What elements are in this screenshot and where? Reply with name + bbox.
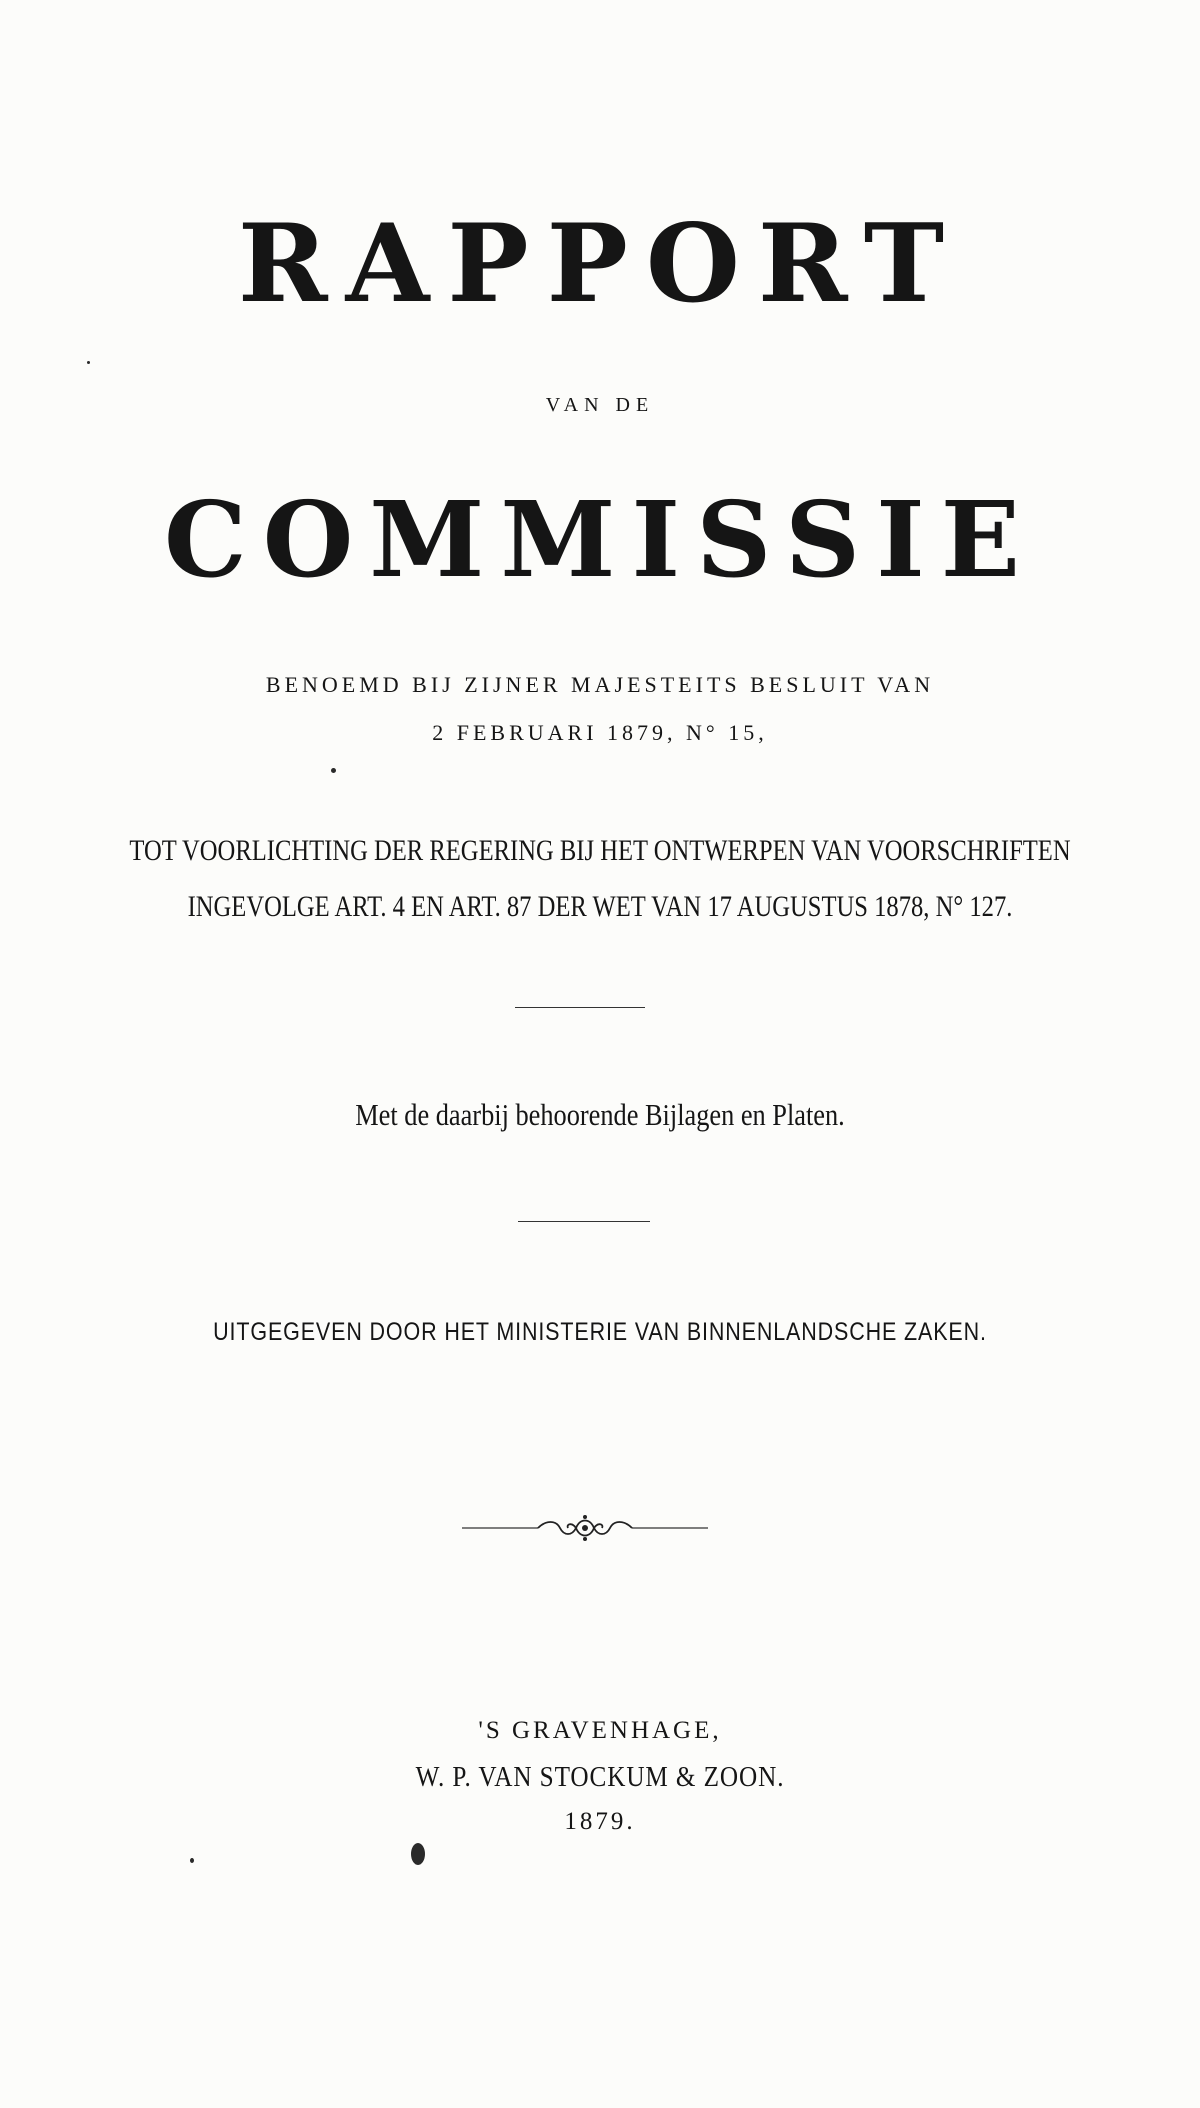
publisher-ministry-line: UITGEGEVEN DOOR HET MINISTERIE VAN BINNENLANDSCHE ZAKEN. xyxy=(213,1318,987,1346)
year-line: 1879. xyxy=(564,1808,636,1835)
purpose-line-2: INGEVOLGE ART. 4 EN ART. 87 DER WET VAN 17 AUGUSTUS 1878, N° 127. xyxy=(187,890,1013,923)
place-line: 'S GRAVENHAGE, xyxy=(478,1717,722,1744)
bijlagen-line: Met de daarbij behoorende Bijlagen en Platen. xyxy=(355,1097,845,1132)
ink-speck xyxy=(331,768,336,773)
scroll-flourish-icon xyxy=(460,1512,710,1544)
divider-rule xyxy=(515,1007,645,1008)
ink-speck xyxy=(87,361,90,364)
decree-date-line: 2 FEBRUARI 1879, N° 15, xyxy=(432,720,768,745)
van-de-line: VAN DE xyxy=(545,394,655,416)
ink-speck xyxy=(190,1858,194,1863)
purpose-line-1: TOT VOORLICHTING DER REGERING BIJ HET ONTWERPEN VAN VOORSCHRIFTEN xyxy=(129,834,1071,867)
page-title: RAPPORT xyxy=(237,201,963,327)
divider-rule xyxy=(518,1221,650,1222)
publisher-line: W. P. VAN STOCKUM & ZOON. xyxy=(415,1762,785,1793)
ink-speck xyxy=(411,1843,425,1865)
commissie-title: COMMISSIE xyxy=(163,478,1037,601)
benoemd-line: BENOEMD BIJ ZIJNER MAJESTEITS BESLUIT VAN xyxy=(265,672,935,697)
